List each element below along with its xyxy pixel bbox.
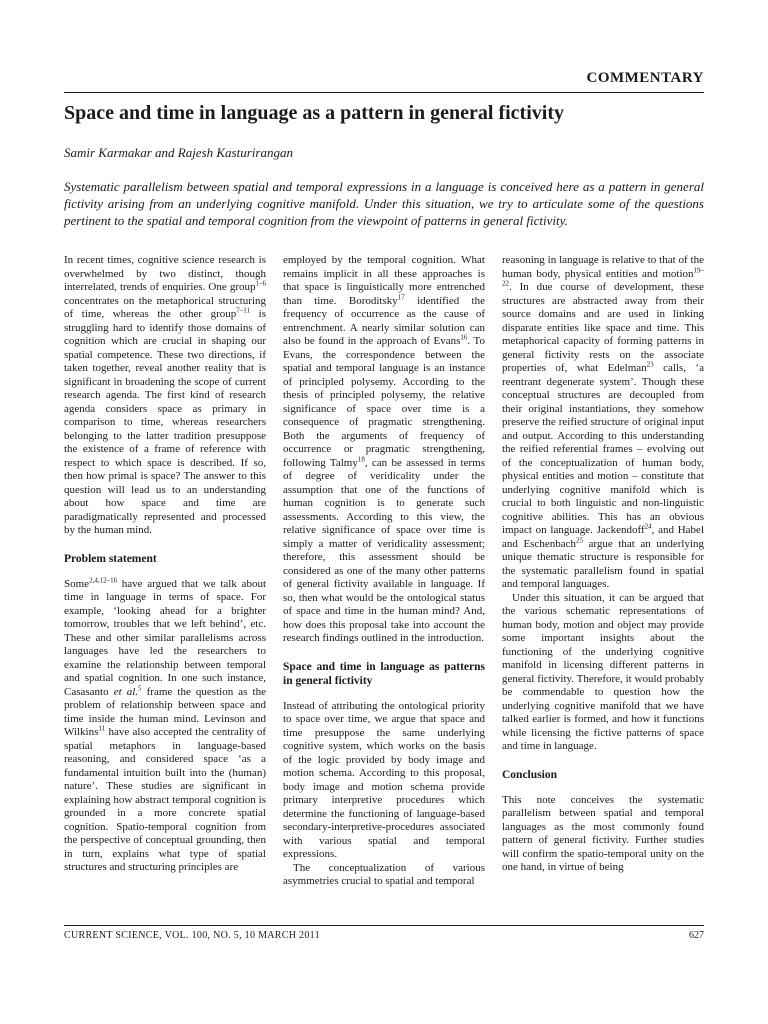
citation: 11 (98, 724, 106, 733)
article-authors: Samir Karmakar and Rajesh Kasturirangan (64, 145, 293, 160)
text-column-2 (283, 254, 485, 889)
space-time-paragraph-2: The conceptualization of various asymmetries crucial to spatial and temporal (283, 861, 485, 887)
text-run: concentrates on the metaphorical structuring of time, whereas the other group (64, 294, 266, 320)
text-run: . To Evans, the correspondence between the spatial and temporal language is an instance of principled polysemy. According to the thesis of principled polysemy, the relative significance of space over time is a consequence of pragmatic strengthening. Both the arguments of frequency of occurrence or pragmatic strengthening, following Talmy (283, 335, 485, 469)
text-run: employed by the temporal cognition. What remains implicit in all these approaches is that space is linguistically more entrenched than time. Boroditsky (283, 254, 485, 307)
page-number: 627 (689, 930, 704, 941)
citation: 7–11 (236, 306, 251, 315)
text-run: . In due course of development, these structures are abstracted away from their source domains and are used in linking disparate entities like space and time. This metaphorical capacity of forming patterns in general fictivity rests on the associate properties of, what Edelman (502, 281, 704, 374)
conclusion-paragraph: This note conceives the systematic parallelism between spatial and temporal languages as the most commonly found pattern of general fictivity. Further studies will confirm the spatio-temporal unity on the one hand, in virtue of being (502, 793, 704, 873)
heading-problem-statement: Problem statement (64, 552, 157, 565)
text-column-3 (502, 254, 704, 875)
citation: 17 (397, 292, 405, 301)
citation: 2,4,12–16 (89, 575, 118, 584)
citation: 25 (575, 535, 583, 544)
text-run: In recent times, cognitive science research is overwhelmed by two distinct, though interrelated, trends of enquiries. One group (64, 254, 266, 293)
article-title: Space and time in language as a pattern in general fictivity (64, 102, 564, 124)
situation-paragraph: Under this situation, it can be argued that the various schematic representations of human body, motion and object may provide some important insights about the functioning of the underlying cognitive manifold in licensing different patterns in general fictivity. Therefore, it would probably be commendable to question how the underlying cognitive manifold that we have talked earlier is formed, and how it functions while licensing the fictive patterns of space and time in language. (502, 591, 704, 752)
continuation-paragraph (283, 254, 485, 646)
heading-space-time: Space and time in language as patterns in general fictivity (283, 660, 485, 687)
citation: 19–22 (502, 265, 704, 288)
citation: 1–6 (255, 279, 266, 288)
intro-paragraph (64, 254, 266, 538)
citation: 5 (138, 683, 142, 692)
text-run: have argued that we talk about time in language in terms of space. For example, ‘looking ahead for a brighter tomorrow, troubles that we left behind’, etc. These and other similar parallelisms across languages have led the researchers to examine the relationship between temporal and spatial cognition. In one such instance, Casasanto (64, 577, 266, 698)
text-run-italic: et al. (113, 685, 139, 698)
citation: 23 (646, 360, 654, 369)
journal-citation: CURRENT SCIENCE, VOL. 100, NO. 5, 10 MARCH 2011 (64, 930, 320, 941)
heading-conclusion: Conclusion (502, 768, 557, 781)
citation: 24 (644, 522, 652, 531)
text-run: calls, ‘a reentrant degenerate system’. Though these conceptual structures are decoupled from their original instantiations, they somehow preserve the reified structure of original input and output. According to this understanding the reified referential frames – evolving out of the conceptualization of human body, physical entities and motion – constitute that underlying cognitive manifold which is crucial to both linguistic and non-linguistic cognitive abilities. This has an obvious impact on language. Jackendoff (502, 362, 704, 536)
section-label: COMMENTARY (586, 70, 704, 86)
text-run: , can be assessed in terms of degree of veridicality under the assumption that one of the functions of human cognition is to generate such assessments. According to this view, the relative significance of space over time is simply a matter of veridicality assessment; therefore, this assessment should be considered as one of the many other patterns of general fictivity available in language. If so, then what would be the ontological status of space and time in the human mind? And, how does this proposal take into account the research findings outlined in the introduction. (283, 456, 485, 644)
text-run: , and Habel and Eschenbach (502, 524, 704, 550)
text-run: reasoning in language is relative to that of the human body, physical entities and motion (502, 254, 704, 280)
text-run: frame the question as the problem of relationship between space and time inside the human mind. Levinson and Wilkins (64, 685, 266, 738)
article-abstract: Systematic parallelism between spatial and temporal expressions in a language is conceived here as a pattern in general fictivity arising from an underlying cognitive manifold. Under this situation, we try to articulate some of the questions pertinent to the spatial and temporal cognition from the viewpoint of patterns in general fictivity. (64, 179, 704, 228)
text-run: identified the frequency of occurrence as the cause of entrenchment. A nearly similar solution can also be found in the approach of Evans (283, 294, 485, 347)
space-time-paragraph-1: Instead of attributing the ontological priority to space over time, we argue that space and time presuppose the same underlying cognitive system, which works on the basis of the logic provided by body image and motion schema. According to this proposal, body image and motion schema provide primary interpretive procedures which determine the functioning of language-based secondary-interpretive-procedures associated with various spatial and temporal expressions. (283, 699, 485, 860)
problem-paragraph (64, 575, 266, 875)
footer-rule (64, 925, 704, 926)
citation: 18 (357, 454, 365, 463)
text-run: Some (64, 577, 90, 590)
text-run: have also accepted the centrality of spatial metaphors in language-based reasoning, and considered space ‘as a fundamental intuition built into the (human) nature’. These studies are significant in explaining how abstract temporal cognition is grounded in a more concrete spatial cognition. Spatio-temporal cognition from the perspective of conceptual grounding, then in turn, explains what type of spatial structures and structuring principles are (64, 726, 266, 873)
citation: 16 (460, 333, 468, 342)
text-column-1 (64, 254, 266, 875)
text-run: is struggling hard to identify those domains of cognition which are crucial in shaping our spatial competence. These two directions, if taken together, reveal another reality that is significant in broadening the scope of current research agenda. The first kind of research agenda considers space as primary in comparison to time, whereas researchers belonging to the latter tradition presuppose the existence of a frame of reference with respect to which space is described. If so, then how primal is space? The answer to this question will lead us to an understanding about how space and time are paradigmatically represented and processed by the human mind. (64, 308, 267, 536)
continuation-paragraph (502, 254, 704, 592)
header-rule (64, 92, 704, 93)
text-run: argue that an underlying unique thematic structure is responsible for the systematic parallelism found in spatial and temporal languages. (502, 537, 704, 590)
